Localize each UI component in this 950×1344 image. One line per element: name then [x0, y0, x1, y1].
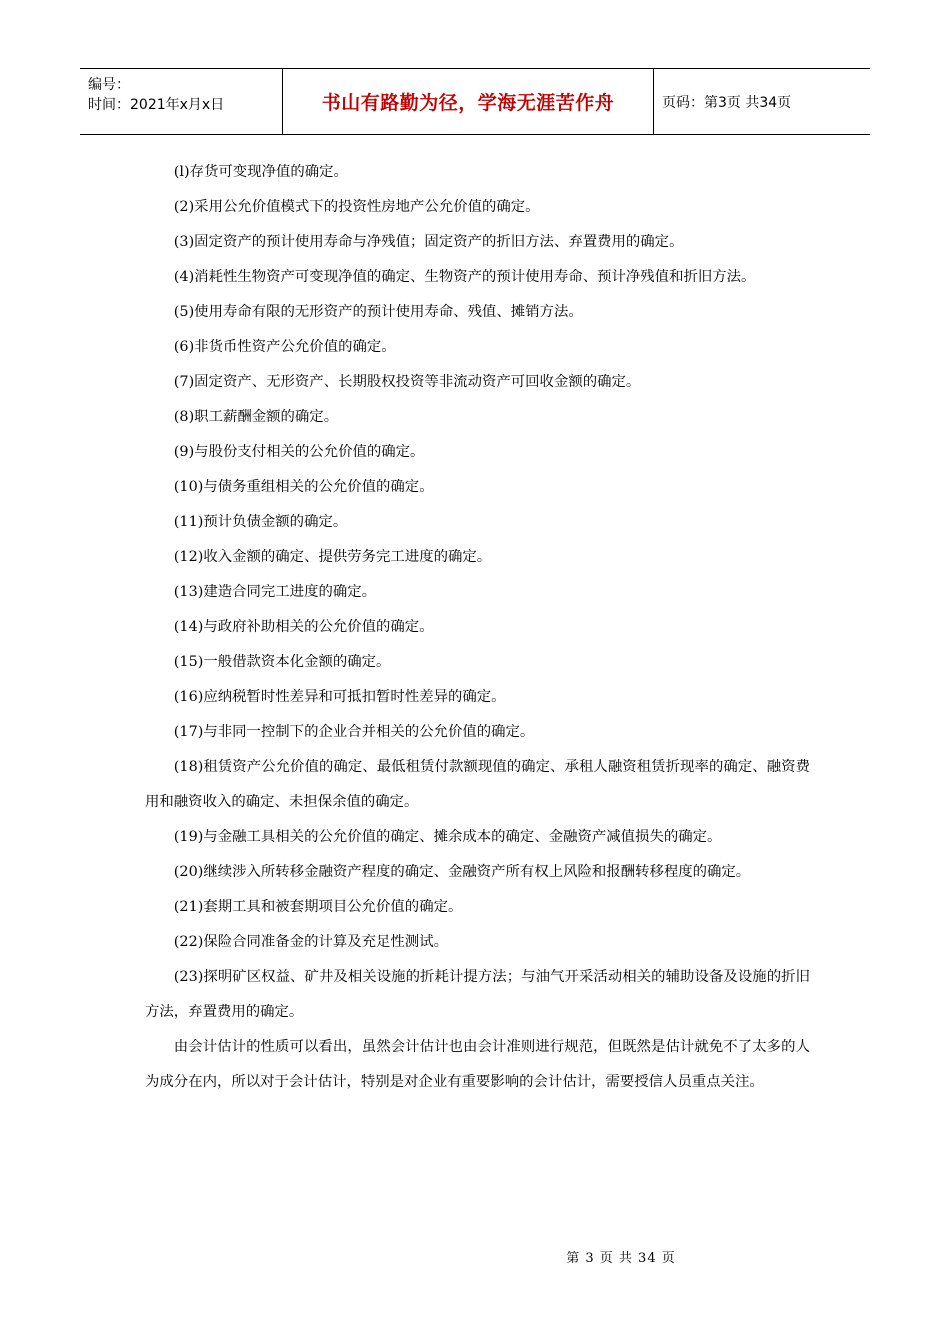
paragraph-21: (21)套期工具和被套期项目公允价值的确定。: [173, 899, 463, 915]
paragraph-4: (4)消耗性生物资产可变现净值的确定、生物资产的预计使用寿命、预计净残值和折旧方法。: [173, 269, 756, 285]
paragraph-6: (6)非货币性资产公允价值的确定。: [173, 339, 396, 355]
paragraph-7: (7)固定资产、无形资产、长期股权投资等非流动资产可回收金额的确定。: [173, 374, 641, 390]
paragraph-summary: 由会计估计的性质可以看出，虽然会计估计也由会计准则进行规范，但既然是估计就免不了太多的人为成分在内，所以对于会计估计，特别是对企业有重要影响的会计估计，需要授信人员重点关注。: [145, 1039, 810, 1090]
paragraph-22: (22)保险合同准备金的计算及充足性测试。: [173, 934, 448, 950]
page-header: [80, 68, 870, 135]
paragraph-5: (5)使用寿命有限的无形资产的预计使用寿命、残值、摊销方法。: [173, 304, 583, 320]
paragraph-2: (2)采用公允价值模式下的投资性房地产公允价值的确定。: [173, 199, 540, 215]
paragraph-16: (16)应纳税暂时性差异和可抵扣暂时性差异的确定。: [173, 689, 506, 705]
paragraph-14: (14)与政府补助相关的公允价值的确定。: [173, 619, 434, 635]
paragraph-19: (19)与金融工具相关的公允价值的确定、摊余成本的确定、金融资产减值损失的确定。: [173, 829, 722, 845]
paragraph-12: (12)收入金额的确定、提供劳务完工进度的确定。: [173, 549, 492, 565]
header-motto: 书山有路勤为径，学海无涯苦作舟: [282, 69, 654, 134]
paragraph-8: (8)职工薪酬金额的确定。: [173, 409, 339, 425]
document-date: 时间：2021年x月x日: [88, 97, 225, 113]
paragraph-20: (20)继续涉入所转移金融资产程度的确定、金融资产所有权上风险和报酬转移程度的确定。: [173, 864, 751, 880]
header-meta: [80, 69, 282, 134]
paragraph-13: (13)建造合同完工进度的确定。: [173, 584, 377, 600]
header-page-info: 页码：第3页 共34页: [662, 94, 792, 111]
paragraph-15: (15)一般借款资本化金额的确定。: [173, 654, 391, 670]
paragraph-10: (10)与债务重组相关的公允价值的确定。: [173, 479, 434, 495]
paragraph-17: (17)与非同一控制下的企业合并相关的公允价值的确定。: [173, 724, 535, 740]
paragraph-11: (11)预计负债金额的确定。: [173, 514, 348, 530]
paragraph-23: (23)探明矿区权益、矿井及相关设施的折耗计提方法；与油气开采活动相关的辅助设备及设施的折旧方法，弃置费用的确定。: [145, 969, 810, 1020]
paragraph-18: (18)租赁资产公允价值的确定、最低租赁付款额现值的确定、承租人融资租赁折现率的确定、融资费用和融资收入的确定、未担保余值的确定。: [145, 759, 810, 810]
page-footer: [0, 1247, 950, 1266]
document-number-label: 编号：: [88, 77, 130, 93]
document-body: [145, 155, 810, 1100]
paragraph-1: (l)存货可变现净值的确定。: [173, 164, 348, 180]
paragraph-9: (9)与股份支付相关的公允价值的确定。: [173, 444, 425, 460]
paragraph-3: (3)固定资产的预计使用寿命与净残值；固定资产的折旧方法、弃置费用的确定。: [173, 234, 684, 250]
footer-page-number: 第 3 页 共 34 页: [566, 1251, 676, 1266]
